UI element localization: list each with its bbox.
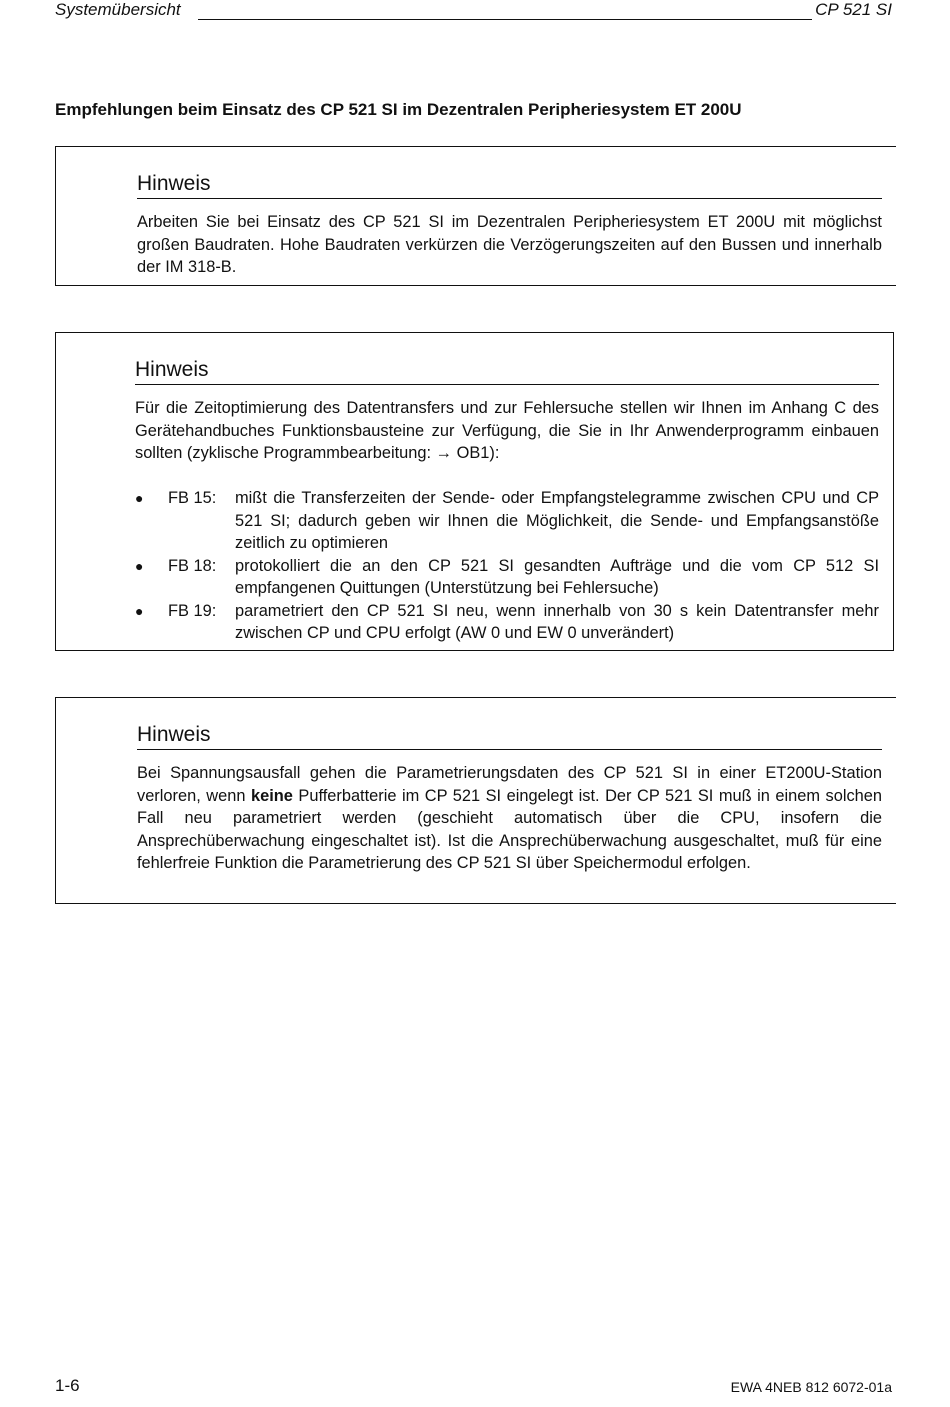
header-rule xyxy=(198,19,812,20)
note-heading: Hinweis xyxy=(135,357,879,385)
note-text-emphasis: keine xyxy=(250,786,293,805)
function-block-code: FB 19: xyxy=(168,601,217,620)
function-block-code: FB 18: xyxy=(168,556,217,575)
header-chapter-title: Systemübersicht xyxy=(55,0,181,19)
function-block-list xyxy=(135,487,879,645)
list-item xyxy=(135,555,879,600)
note-text: Für die Zeitoptimierung des Datentransfers und zur Fehlersuche stellen wir Ihnen im Anhang C des Gerätehandbuches Funktionsbausteine zur Verfügung, die Sie in Ihr Anwenderprogramm einbauen sollten (zyklische Programmbearbeitung: → OB1): xyxy=(135,399,879,462)
note-text: Arbeiten Sie bei Einsatz des CP 521 SI im Dezentralen Peripheriesystem ET 200U mit möglichst großen Baudraten. Hohe Baudraten verkürzen die Verzögerungszeiten auf den Bussen und innerhalb der IM 318-B. xyxy=(137,213,882,276)
bullet-icon: ● xyxy=(135,557,144,574)
page-number: 1-6 xyxy=(55,1376,80,1395)
function-block-code: FB 15: xyxy=(168,489,217,507)
bullet-icon: ● xyxy=(135,490,144,506)
list-item xyxy=(135,487,879,555)
note-text-part: Pufferbatterie im CP 521 SI eingelegt ist. Der CP 521 SI muß in einem solchen Fall neu parametriert werden (geschieht automatisch über die CPU, insofern die Ansprechüberwachung eingeschaltet ist). Ist die Ansprechüberwachung ausgeschaltet, muß für eine fehlerfreie Funktion die Parametrierung des CP 521 SI über Speichermodul erfolgen. xyxy=(137,786,882,872)
note-box-function-blocks xyxy=(55,332,894,651)
function-block-description: mißt die Transferzeiten der Sende- oder Empfangstelegramme zwischen CPU und CP 521 SI; dadurch geben wir Ihnen die Möglichkeit, die Sende- und Empfangsanstöße zeitlich zu optimieren xyxy=(235,489,879,552)
header-product-name: CP 521 SI xyxy=(815,0,892,19)
note-heading: Hinweis xyxy=(137,171,882,199)
list-item xyxy=(135,600,879,645)
section-title: Empfehlungen beim Einsatz des CP 521 SI im Dezentralen Peripheriesystem ET 200U xyxy=(55,100,742,119)
note-heading: Hinweis xyxy=(137,722,882,750)
note-box-baudrate xyxy=(55,146,896,286)
note-text-part: Bei Spannungsausfall gehen die Parametrierungsdaten des CP 521 SI in einer ET200U-Station verloren, wenn xyxy=(137,764,882,805)
function-block-description: parametriert den CP 521 SI neu, wenn innerhalb von 30 s kein Datentransfer mehr zwischen CP und CPU erfolgt (AW 0 und EW 0 unverändert) xyxy=(235,601,879,642)
document-id: EWA 4NEB 812 6072-01a xyxy=(730,1379,892,1395)
bullet-icon: ● xyxy=(135,602,144,619)
function-block-description: protokolliert die an den CP 521 SI gesandten Aufträge und die vom CP 512 SI empfangenen Quittungen (Unterstützung bei Fehlersuche) xyxy=(235,556,879,597)
note-text xyxy=(137,762,882,875)
note-box-power-failure xyxy=(55,697,896,904)
